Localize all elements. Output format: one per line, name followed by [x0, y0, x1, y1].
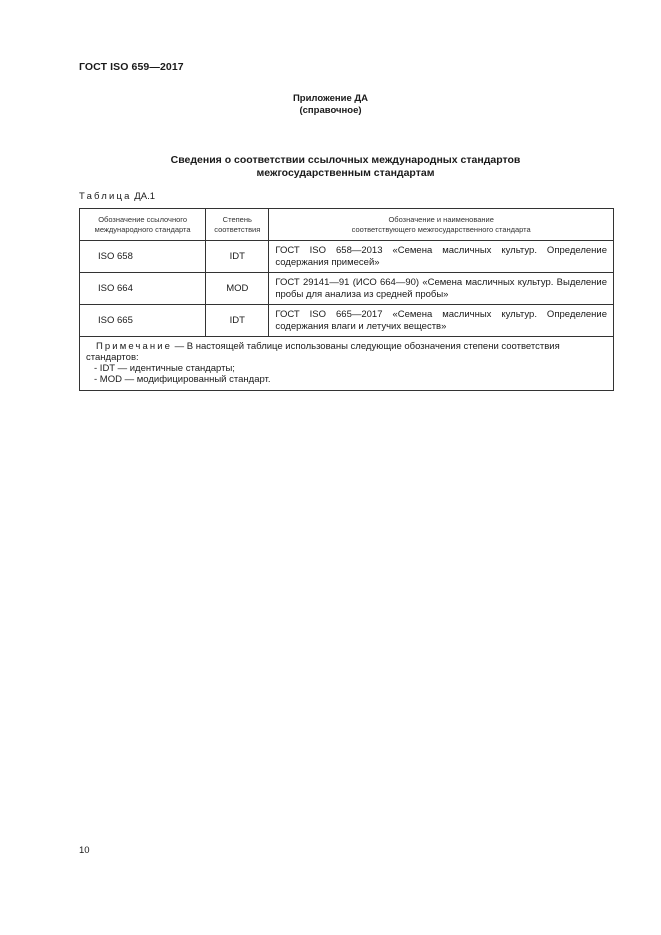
ref-standard-code: ISO 658	[80, 241, 206, 273]
table-note	[80, 337, 614, 391]
interstate-standard-title: ГОСТ ISO 658—2013 «Семена масличных культур. Определение содержания примесей»	[269, 241, 614, 273]
note-label: Примечание	[96, 341, 172, 352]
table-caption-word: Таблица	[79, 191, 132, 202]
note-item-idt: - IDT — идентичные стандарты;	[94, 363, 235, 374]
table-row	[80, 241, 614, 273]
header-degree: Степень соответствия	[206, 209, 269, 241]
note-text: — В настоящей таблице использованы следующие обозначения степени соответствия стандартов:	[86, 341, 560, 363]
degree-value: IDT	[206, 241, 269, 273]
ref-standard-code: ISO 665	[80, 305, 206, 337]
ref-standard-code: ISO 664	[80, 273, 206, 305]
appendix-title: Приложение ДА	[292, 93, 369, 104]
header-interstate-standard: Обозначение и наименование соответствующего межгосударственного стандарта	[269, 209, 614, 241]
appendix-heading	[0, 93, 661, 117]
table-caption-number: ДА.1	[134, 191, 155, 202]
table-caption	[79, 191, 155, 202]
section-title	[0, 154, 661, 180]
section-title-line1: Сведения о соответствии ссылочных международных стандартов	[170, 154, 521, 166]
section-title-line2: межгосударственным стандартам	[256, 167, 435, 179]
note-paragraph	[86, 341, 607, 363]
appendix-subtitle: (справочное)	[299, 105, 362, 116]
header-ref-standard: Обозначение ссылочного международного стандарта	[80, 209, 206, 241]
page-number: 10	[79, 845, 90, 856]
document-code: ГОСТ ISO 659—2017	[79, 61, 184, 73]
interstate-standard-title: ГОСТ 29141—91 (ИСО 664—90) «Семена масличных культур. Выделение пробы для анализа из средней пробы»	[269, 273, 614, 305]
degree-value: IDT	[206, 305, 269, 337]
degree-value: MOD	[206, 273, 269, 305]
table-row	[80, 305, 614, 337]
correspondence-table	[79, 208, 614, 391]
interstate-standard-title: ГОСТ ISO 665—2017 «Семена масличных культур. Определение содержания влаги и летучих веществ»	[269, 305, 614, 337]
table-header-row	[80, 209, 614, 241]
table-note-row	[80, 337, 614, 391]
table-row	[80, 273, 614, 305]
note-item-mod: - MOD — модифицированный стандарт.	[94, 374, 271, 385]
